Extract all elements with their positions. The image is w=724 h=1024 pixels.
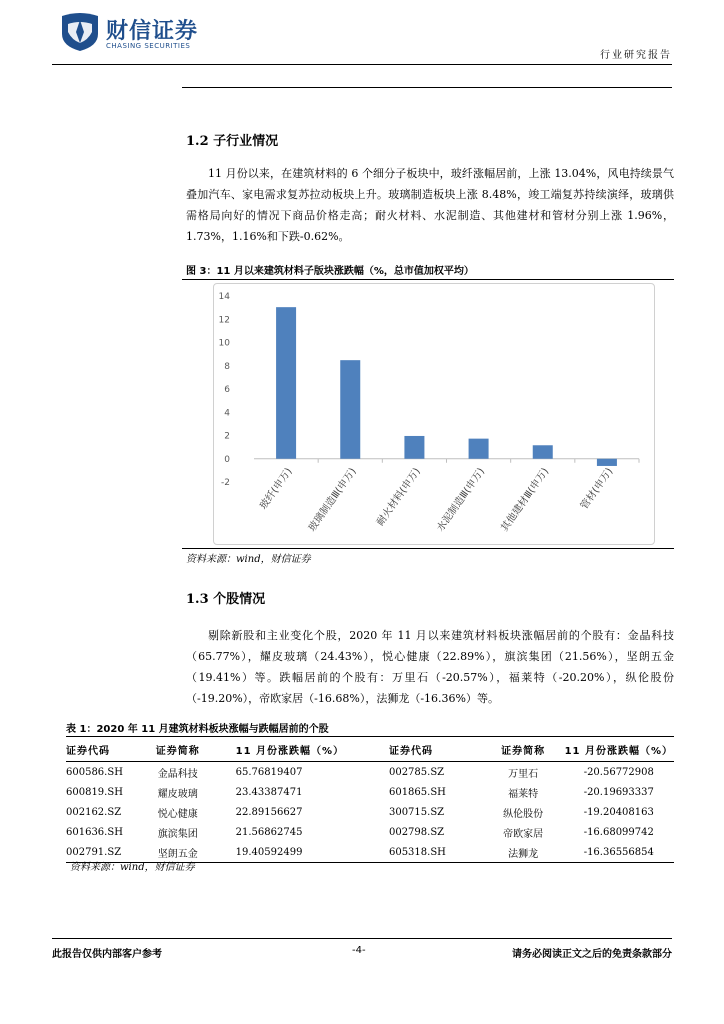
cell-change: -16.68099742 xyxy=(583,826,654,838)
bar-chart xyxy=(213,283,655,545)
y-tick-label: 4 xyxy=(224,408,230,419)
cell-name: 纵伦股份 xyxy=(503,808,544,820)
company-logo xyxy=(58,12,228,52)
x-category-label: 管材(申万) xyxy=(578,466,616,512)
y-tick-label: 2 xyxy=(224,431,230,442)
y-tick-label: 8 xyxy=(224,361,230,372)
cell-code: 002785.SZ xyxy=(388,766,445,778)
cell-name: 万里石 xyxy=(508,768,539,780)
cell-change: -20.56772908 xyxy=(583,766,654,778)
bar-1 xyxy=(276,307,296,459)
x-category-label: 玻纤(申万) xyxy=(258,466,295,512)
figure-bottom-rule xyxy=(182,548,674,549)
cell-change: -16.36556854 xyxy=(564,842,674,863)
bar-3 xyxy=(404,436,424,459)
y-tick-label: 10 xyxy=(218,338,230,349)
figure-caption: 图 3：11 月以来建筑材料子版块涨跌幅（%，总市值加权平均） xyxy=(186,266,474,277)
header-change-1: 11 月份涨跌幅（%） xyxy=(216,737,373,762)
cell-name: 耀皮玻璃 xyxy=(157,788,198,800)
chart-svg xyxy=(214,284,654,544)
cell-change: -19.20408163 xyxy=(583,806,654,818)
cell-name: 旗滨集团 xyxy=(157,828,198,840)
bar-5 xyxy=(533,445,553,458)
footer-disclaimer-left: 此报告仅供内部客户参考 xyxy=(52,949,162,960)
cell-code: 002791.SZ xyxy=(66,842,140,863)
cell-change: 23.43387471 xyxy=(235,786,303,798)
table-source: 资料来源：wind，财信证券 xyxy=(70,862,195,873)
cell-change: 19.40592499 xyxy=(216,842,373,863)
section-title-1-2: 1.2 子行业情况 xyxy=(186,134,279,149)
cell-name: 悦心健康 xyxy=(157,808,198,820)
logo-text-cn: 财信证券 xyxy=(106,19,199,44)
y-tick-label: 0 xyxy=(224,454,230,465)
bar-4 xyxy=(469,439,489,459)
y-tick-label: 6 xyxy=(224,385,230,395)
cell-name: 金晶科技 xyxy=(157,768,198,780)
cell-code: 600819.SH xyxy=(66,786,123,798)
header-name-2: 证券简称 xyxy=(483,737,564,762)
cell-code: 600586.SH xyxy=(66,766,123,778)
header-name-1: 证券简称 xyxy=(140,737,216,762)
table-header-row xyxy=(66,737,674,762)
header-code-1: 证券代码 xyxy=(66,737,140,762)
cell-name: 福莱特 xyxy=(508,788,539,800)
section-1-2-paragraph: 11 月份以来，在建筑材料的 6 个细分子板块中，玻纤涨幅居前，上涨 13.04%，风电持续景气叠加汽车、家电需求复苏拉动板块上升。玻璃制造板块上涨 8.48%，竣工端复苏持续演绎，玻璃供需格局向好的情况下商品价格走高；耐火材料、水泥制造、其他建材和管材分别上涨 1.96%，1.73%，1.16%和下跌-0.62%。 xyxy=(186,167,674,243)
cell-code: 002798.SZ xyxy=(388,826,445,838)
table-row xyxy=(66,782,674,802)
bar-2 xyxy=(340,360,360,459)
table-row xyxy=(66,822,674,842)
cell-code: 605318.SH xyxy=(373,842,483,863)
x-category-label: 耐火材料(申万) xyxy=(374,466,423,529)
logo-text-en: CHASING SECURITIES xyxy=(106,42,191,50)
section-title-1-3: 1.3 个股情况 xyxy=(186,592,266,607)
y-tick-label: -2 xyxy=(221,478,230,488)
page-number: -4- xyxy=(352,945,366,956)
bar-6 xyxy=(597,459,617,466)
section-1-3-paragraph: 剔除新股和主业变化个股，2020 年 11 月以来建筑材料板块涨幅居前的个股有：金晶科技（65.77%），耀皮玻璃（24.43%），悦心健康（22.89%），旗滨集团（21.56%），坚朗五金（19.41%）等。跌幅居前的个股有：万里石（-20.57%），福莱特（-20.20%），纵伦股份（-19.20%），帝欧家居（-16.68%），法狮龙（-16.36%）等。 xyxy=(186,629,674,705)
cell-name: 坚朗五金 xyxy=(140,842,216,863)
cell-change: 22.89156627 xyxy=(235,806,303,818)
logo-mark-icon xyxy=(58,12,102,52)
x-category-label: 玻璃制造Ⅲ(申万) xyxy=(306,466,359,534)
cell-name: 法狮龙 xyxy=(483,842,564,863)
header-code-2: 证券代码 xyxy=(373,737,483,762)
cell-code: 300715.SZ xyxy=(388,806,445,818)
y-tick-label: 14 xyxy=(218,292,230,302)
cell-code: 601636.SH xyxy=(66,826,123,838)
x-category-label: 水泥制造Ⅲ(申万) xyxy=(435,466,488,534)
table-row xyxy=(66,802,674,822)
cell-change: 21.56862745 xyxy=(235,826,303,838)
header-rule xyxy=(52,64,672,65)
y-tick-label: 12 xyxy=(218,315,230,326)
footer-disclaimer-right: 请务必阅读正文之后的免责条款部分 xyxy=(512,949,672,960)
table-caption: 表 1：2020 年 11 月建筑材料板块涨幅与跌幅居前的个股 xyxy=(66,724,329,735)
figure-top-rule xyxy=(182,279,674,280)
figure-source: 资料来源：wind，财信证券 xyxy=(186,554,311,565)
table-row xyxy=(66,762,674,783)
cell-name: 帝欧家居 xyxy=(503,828,544,840)
cell-change: -20.19693337 xyxy=(583,786,654,798)
content-rule xyxy=(182,87,672,88)
stock-table xyxy=(66,736,674,863)
footer-rule xyxy=(52,938,672,939)
header-change-2: 11 月份涨跌幅（%） xyxy=(564,737,674,762)
cell-code: 601865.SH xyxy=(388,786,446,798)
cell-change: 65.76819407 xyxy=(235,766,303,778)
report-type-label: 行业研究报告 xyxy=(600,50,672,61)
cell-code: 002162.SZ xyxy=(66,806,122,818)
x-category-label: 其他建材Ⅲ(申万) xyxy=(499,466,552,534)
